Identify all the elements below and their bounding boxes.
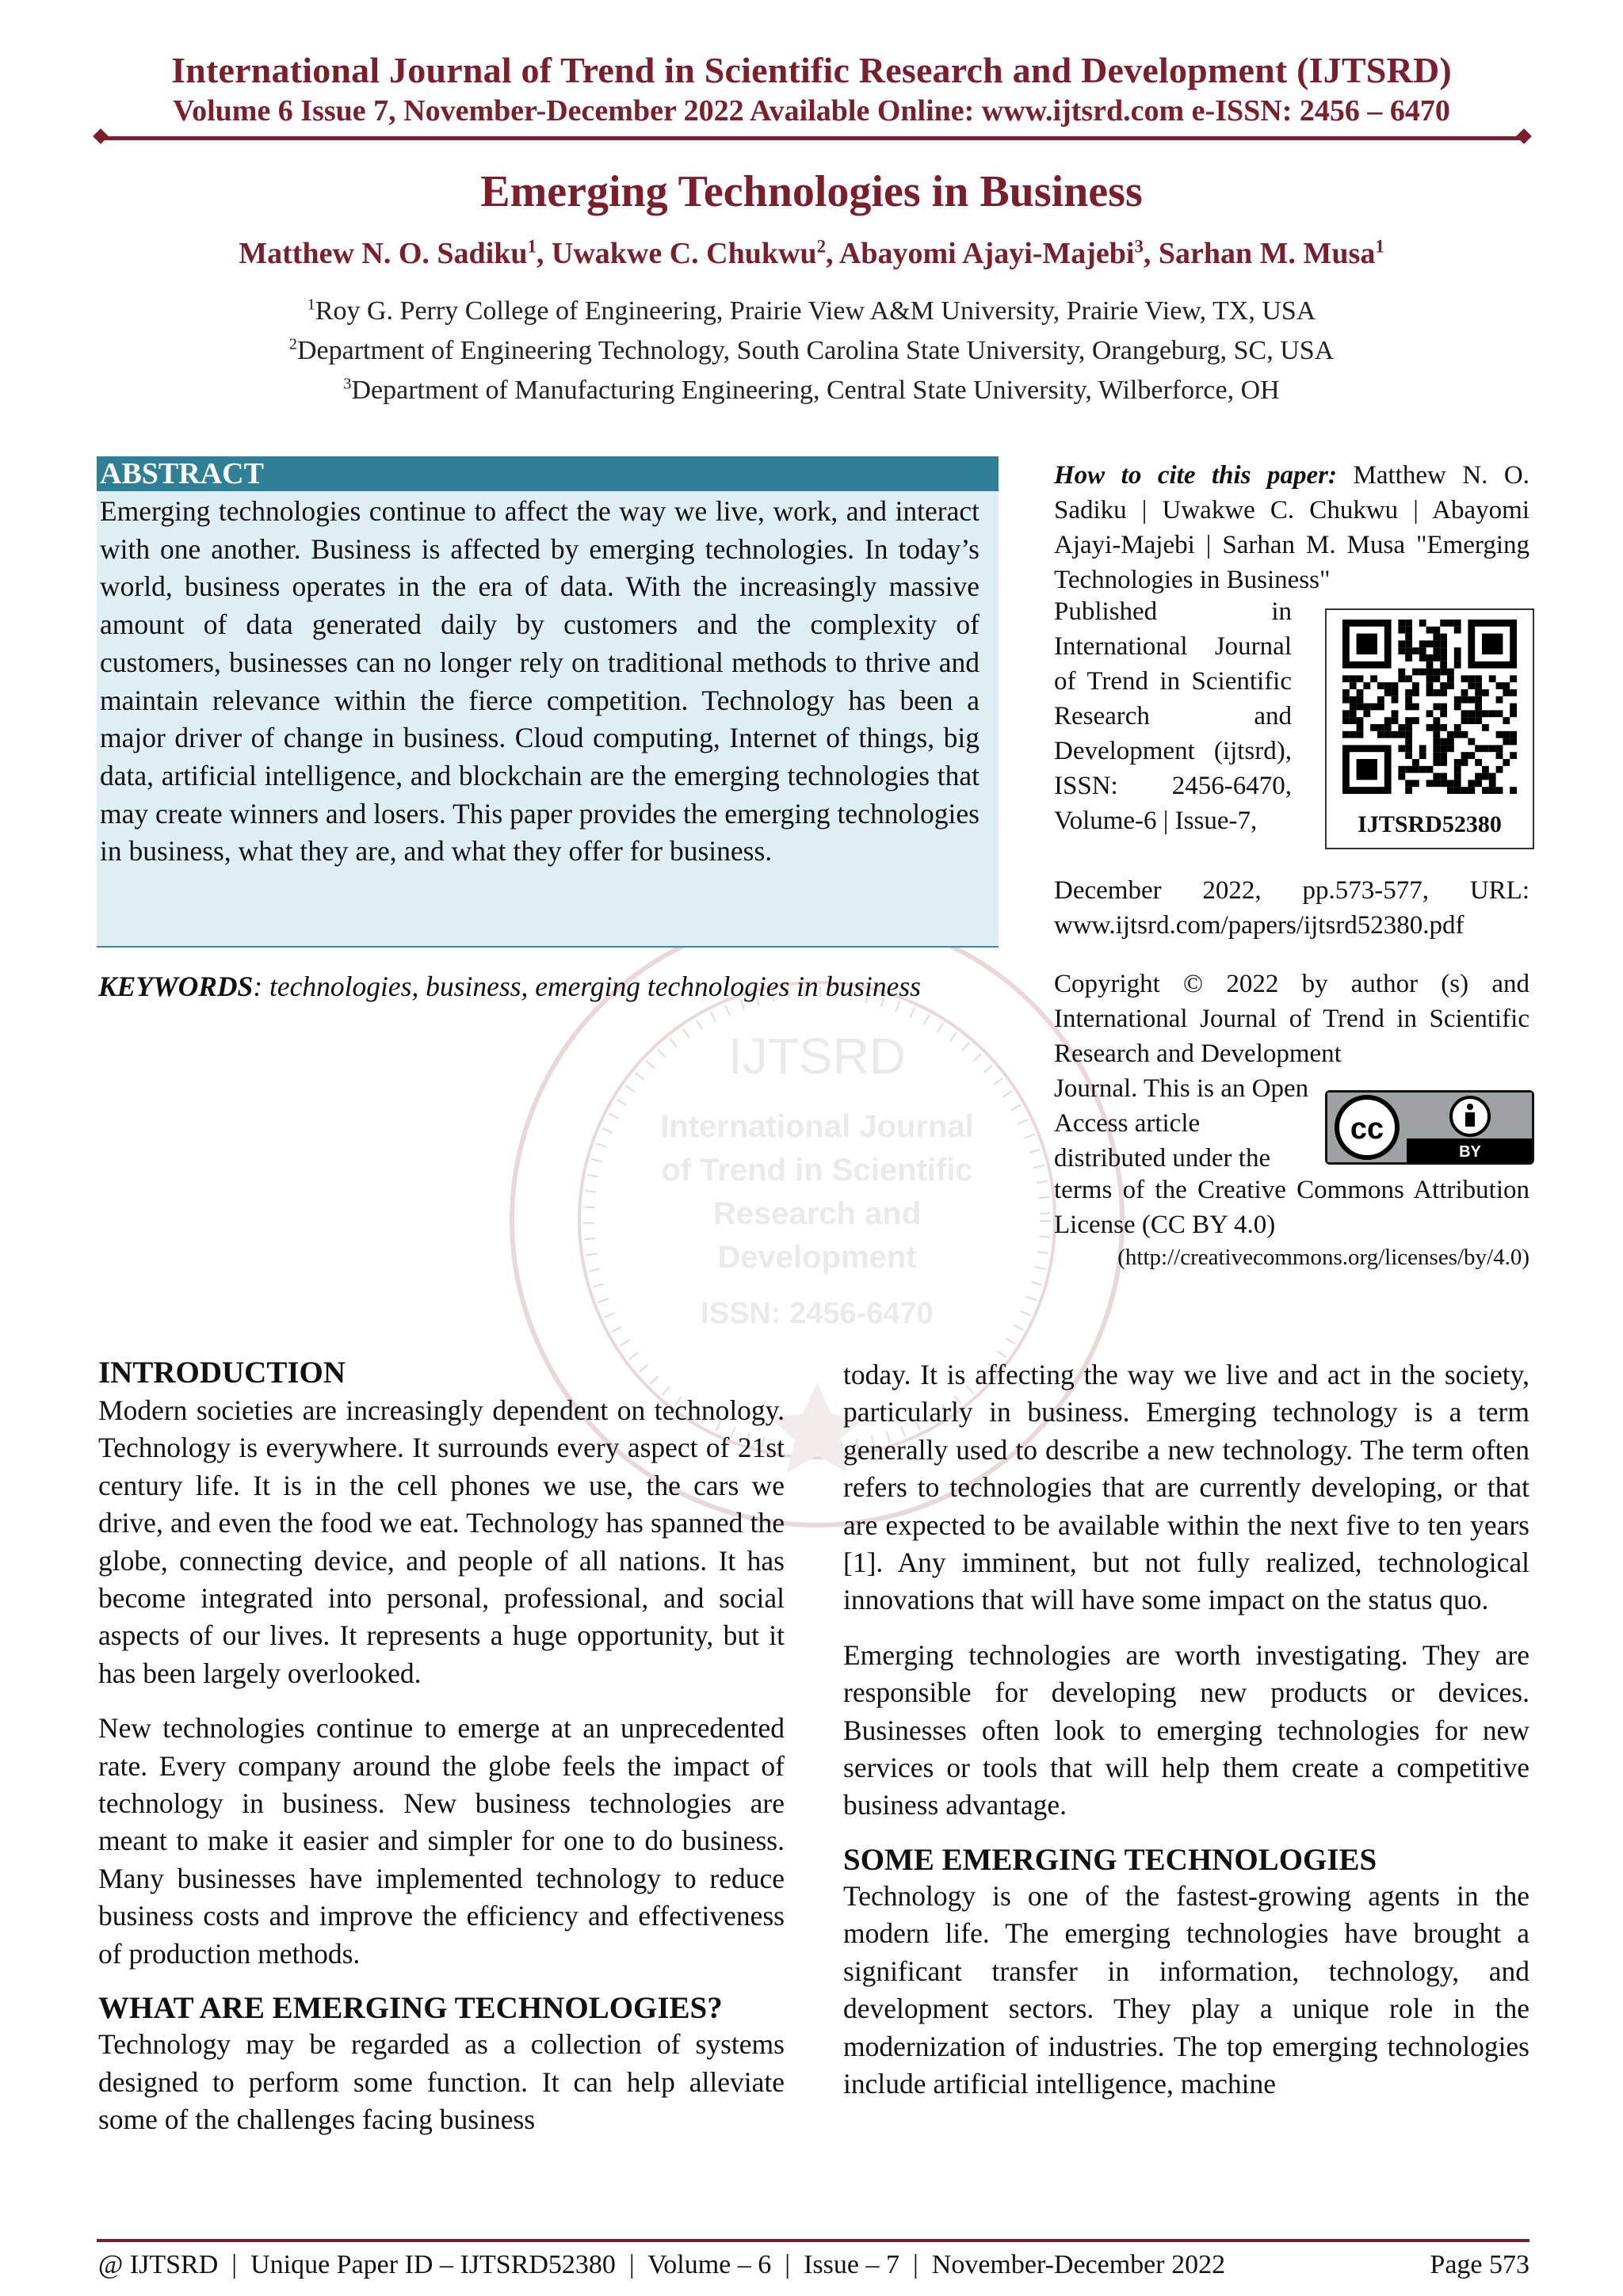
qr-pattern <box>1342 620 1517 794</box>
keywords-text: : technologies, business, emerging technologies in business <box>253 971 921 1002</box>
affiliation <box>0 376 1623 406</box>
paragraph: New technologies continue to emerge at an unprecedented rate. Every company around the globe feels the impact of technology in business. New business technologies are meant to make it easier and simpler for one to do business. Many businesses have implemented technology to reduce business costs and improve the efficiency and effectiveness of production methods. <box>98 1712 785 1970</box>
affiliation-text: Roy G. Perry College of Engineering, Prairie View A&M University, Prairie View, TX, USA <box>315 296 1316 326</box>
qr-label: IJTSRD52380 <box>1358 811 1502 837</box>
section-heading: WHAT ARE EMERGING TECHNOLOGIES? <box>98 1991 723 2026</box>
author-separator: , <box>536 237 552 270</box>
paper-title: Emerging Technologies in Business <box>480 167 1143 216</box>
cc-by-icon <box>1327 1093 1532 1162</box>
author-affil-sup: 3 <box>1134 236 1144 257</box>
affiliation <box>0 296 1623 326</box>
journal-subtitle: Volume 6 Issue 7, November-December 2022 Available Online: www.ijtsrd.com e-ISSN: 2456 – 6470 <box>173 94 1450 128</box>
watermark-line: of Trend in Scientific <box>661 1153 973 1188</box>
paragraph: Technology is one of the fastest-growing agents in the modern life. The emerging technologies have brought a significant transfer in information, technology, and development sectors. They play a unique role in the modernization of industries. The top emerging technologies include artificial intelligence, machine <box>843 1879 1529 2100</box>
cite-block-narrow: Published in International Journal of Trend in Scientific Research and Development (ijtsrd), ISSN: 2456-6470, Volume-6 | Issue-7, <box>1054 597 1292 835</box>
cc-by-badge[interactable] <box>1325 1090 1534 1165</box>
cite-block <box>1054 458 1529 597</box>
watermark-line: Research and <box>712 1196 922 1231</box>
paragraph: Emerging technologies are worth investigating. They are responsible for developing new products or devices. Businesses often look to emerging technologies for new services or tools that will help them create a competitive business advantage. <box>843 1638 1529 1821</box>
affiliation <box>0 336 1623 366</box>
copyright-text: Copyright © 2022 by author (s) and International Journal of Trend in Scientific Research and Development <box>1054 970 1529 1068</box>
author-name: Matthew N. O. Sadiku <box>239 237 528 270</box>
body-column-left <box>98 1355 785 2138</box>
affiliation-sup: 1 <box>307 296 315 314</box>
body-column-right <box>843 1356 1529 2103</box>
paragraph: Technology may be regarded as a collection of systems designed to perform some function. It can help alleviate some of the challenges facing business <box>98 2028 785 2135</box>
journal-title: International Journal of Trend in Scientific Research and Development (IJTSRD) <box>171 50 1452 90</box>
abstract-text: Emerging technologies continue to affect the way we live, work, and interact with one another. Business is affected by emerging technologies. In today’s world, business operates in the era of data. With the increasingly massive amount of data generated daily by customers and the complexity of customers, businesses can no longer rely on traditional methods to thrive and maintain relevance within the fierce competition. Technology has been a major driver of change in business. Cloud computing, Internet of things, big data, artificial intelligence, and blockchain are the emerging technologies that may create winners and losers. This paper provides the emerging technologies in business, what they are, and what they offer for business. <box>100 495 980 868</box>
affiliation-text: Department of Manufacturing Engineering, Central State University, Wilberforce, OH <box>351 376 1280 405</box>
copyright-license-text: terms of the Creative Commons Attribution License (CC BY 4.0) <box>1054 1176 1529 1239</box>
author-list <box>0 236 1623 271</box>
keywords <box>98 968 997 1005</box>
cite-text: Matthew N. O. Sadiku | Uwakwe C. Chukwu | Abayomi Ajayi-Majebi | Sarhan M. Musa "Emerging Technologies in Business" <box>1054 461 1529 594</box>
qr-code <box>1325 608 1534 849</box>
abstract-heading: ABSTRACT <box>100 457 264 490</box>
footer-text: @ IJTSRD | Unique Paper ID – IJTSRD52380 | Volume – 6 | Issue – 7 | November-December 2022 <box>98 2250 1226 2279</box>
section-heading: INTRODUCTION <box>98 1356 346 1390</box>
section-heading: SOME EMERGING TECHNOLOGIES <box>843 1842 1377 1877</box>
svg-text:cc: cc <box>1350 1112 1384 1146</box>
author-name: Sarhan M. Musa <box>1158 237 1376 270</box>
affiliation-sup: 3 <box>343 375 352 393</box>
cc-by-label: BY <box>1459 1143 1481 1161</box>
cite-label: How to cite this paper: <box>1054 461 1338 490</box>
footer-rule <box>97 2239 1529 2242</box>
paragraph: Modern societies are increasingly dependent on technology. Technology is everywhere. It surrounds every aspect of 21st century life. It is in the cell phones we use, the cars we drive, and even the food we eat. Technology has spanned the globe, connecting device, and people of all nations. It has become integrated into personal, professional, and social aspects of our lives. It represents a huge opportunity, but it has been largely overlooked. <box>98 1394 785 1689</box>
watermark-issn: ISSN: 2456-6470 <box>701 1297 934 1330</box>
affiliation-text: Department of Engineering Technology, South Carolina State University, Orangeburg, SC, USA <box>296 336 1335 365</box>
affiliation-sup: 2 <box>288 335 297 353</box>
header-rule <box>103 136 1522 140</box>
author-name: Abayomi Ajayi-Majebi <box>838 237 1135 270</box>
author-separator: , <box>826 237 839 270</box>
watermark-acronym: IJTSRD <box>728 1028 906 1085</box>
license-url[interactable]: (http://creativecommons.org/licenses/by/4.0) <box>1117 1245 1529 1270</box>
page-number: Page 573 <box>1430 2250 1529 2279</box>
copyright-text-narrow: Journal. This is an Open Access article distributed under the <box>1054 1074 1309 1173</box>
watermark-line: Development <box>717 1240 917 1275</box>
author-affil-sup: 1 <box>1375 236 1384 257</box>
paragraph: today. It is affecting the way we live and act in the society, particularly in business. Emerging technology is a term generally used to describe a new technology. The term often refers to technologies that are currently developing, or that are expected to be available within the next five to ten years [1]. Any imminent, but not fully realized, technological innovations that will have some impact on the status quo. <box>843 1359 1529 1616</box>
watermark-line: International Journal <box>660 1109 974 1144</box>
author-affil-sup: 1 <box>527 236 537 257</box>
author-separator: , <box>1143 237 1159 270</box>
author-affil-sup: 2 <box>816 236 826 257</box>
keywords-label: KEYWORDS <box>98 971 254 1002</box>
author-name: Uwakwe C. Chukwu <box>551 237 817 270</box>
cite-url[interactable]: December 2022, pp.573-577, URL: www.ijtsrd.com/papers/ijtsrd52380.pdf <box>1054 876 1529 940</box>
